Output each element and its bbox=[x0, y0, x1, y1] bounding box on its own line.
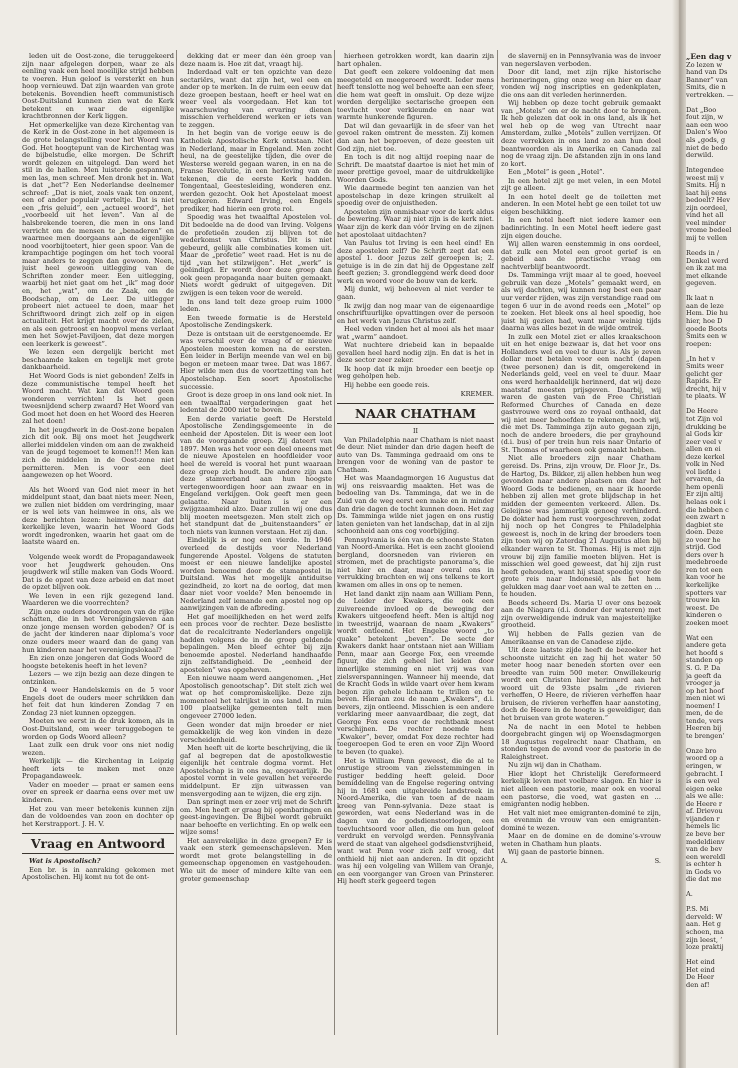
paragraph: Eindelijk is er nog een vierde. In 1946 overleed de destijds voor Nederland fungerende Apostel. Volgens de statuten moest er een nieuwe landelijke apostel worden benoemd door de stamapostel in Duitsland. Was het mogelijk antiduitse gezindheid, zo kort na de oorlog, dat men daar niet voor voelde? Men benoemde in Nederland zelf iemande een apostel nog op aanwijzingen van de afbreding. bbox=[180, 536, 332, 613]
cropped-line: men, de de bbox=[686, 709, 723, 718]
cropped-line: Dat „Boo bbox=[686, 105, 717, 114]
cropped-line: De Heer bbox=[686, 973, 714, 982]
paragraph: Apostelen zijn onmisbaar voor de kerk aldus de bewering. Waar zij niet zijn is de kerk niet. Waar zijn de kerk dan vóór Irving en de zijnen het apostolaat uitdachten? bbox=[337, 207, 494, 239]
column-2 bbox=[180, 53, 332, 1053]
paragraph: Beeds scheerd Ds. Maria U over ons bezoek aan de Niagara (d.i. donder der wateren) met zijn overweldigende indruk van majesteitelijke grootheid. bbox=[501, 598, 661, 630]
paragraph: Wij allen waren eenstemmig in ons oordeel, dat zulk een Motel een groot gerief is en gebeid aan de practische vraag om nachtverblijf beantwoordt. bbox=[501, 240, 661, 271]
cropped-line: ervaren, da bbox=[686, 475, 725, 484]
cropped-line: tende, vers bbox=[686, 716, 724, 725]
cropped-line: Heeren bij bbox=[686, 724, 722, 733]
signature-initial-right: S. bbox=[654, 856, 661, 865]
cropped-line: ze beve ber bbox=[686, 829, 725, 838]
cropped-line: trouwe kn bbox=[686, 596, 720, 605]
paragraph: Zijn onze ouders doordrongen van de rijke schatten, die in het Verenigingsleven aan onze jonge mensen worden geboden? Of is de jacht der kinderen naar diploma’s voor onze ouders meer waard dan de gang van hun kinderen naar het verenigingslokaal? bbox=[22, 607, 174, 654]
cropped-line: Reeds in / bbox=[686, 249, 720, 258]
paragraph: Laat zulk een druk voor ons niet nodig wezen. bbox=[22, 741, 174, 757]
author-signature: KREMER. bbox=[460, 389, 494, 398]
cropped-line: aan de leze bbox=[686, 301, 724, 310]
cropped-line: dagbiet ste bbox=[686, 520, 724, 529]
signature-initial-left: A. bbox=[501, 856, 508, 865]
paragraph: Het opmerkelijke van deze Kirchentag van de Kerk in de Oost-zone in het algemeen is de grote belangstelling voor het Woord van God. Het hoogtepunt van de Kirchentag was de bijbelstudie, elke morgen. De Schrift wordt gelezen en uitgelegd. Dan werd het stil in de hallen. Men luisterde gespannen, men las, men schreef. Men dronk het in. Wat is dat „het”? Een Nederlandse deelnemer schreef: „Dat is niet, zoals vaak ten onzent, een of ander populair verteltje. Dat is niet een „fris geluid”, een „actueel woord”, het „voorbeeld uit het leven”. Van al de halsbrekende toeren, die men in ons land verricht om de mensen te „benaderen” en waarmee men doorgaans aan de eigenlijke nood voorbijtoetert, hier geen spoor. Van de krampachtige pogingen om het toch vooral maar anders te zeggen dan gewoon. Neen, juist heel gewoon uitlegging van de Schriften zonder meer. Een uitlegging, waarbij het niet gaat om het „ik” mag door en, het „wat”, om de Zaak, om de Boodschap, om de Leer. De uitlegger probeert niet actueel te doen, maar het Schriftwoord dringt zich zelf op in eigen actualiteit. Het krijgt macht over de zielen, en als een getroost en hoopvol mens verlaat men het Sowjet-Paviljoen, dat deze morgen een leerkerk is geweest”. bbox=[22, 120, 174, 348]
paragraph: Het land dankt zijn naam aan William Penn, de Leider der Kwakers, die ook een zuivereende invloed op de beweging der Kwakers uitgeoefend heeft. Men is altijd nog in tweestrijd, waaraan de naam „Kwakers” wordt ontleend. Het Engelse woord „to quake” betekent „beven”. De secte der Kwakers dankt haar ontstaan niet aan William Penn, maar aan George Fox, een vreemde figuur, die zich geheel liet leiden door innerlijke stemming en niet vrij was van zielsverspanningen. Wanneer hij meende, dat de Kracht Gods in wilde vaart over hem kwam begon zijn gehele lichaam te trillen en te beven. Hieraan zou de naam „Kwakers”, d.i. bevers, zijn ontleend. Misschien is een andere verklaring meer aanvaardbaar, die zegt, dat George Fox eens voor de rechtbank moest verschijnen. De rechter noemde hem „Kwaker”, bever, omdat Fox deze rechter had toegeroepen God te eren en voor Zijn Woord te beven (to quake). bbox=[337, 589, 494, 757]
paragraph: Wij gaan de pastorie binnen. bbox=[508, 848, 605, 857]
cropped-line: zeer veel v bbox=[686, 437, 722, 446]
cropped-line: zoeken moet bbox=[686, 618, 729, 627]
paragraph: Het zou van meer betekenis kunnen zijn dan de voldoendes van zoon en dochter op het Kerstrapport. J. H. V. bbox=[22, 804, 174, 828]
cropped-line: niet de bedo bbox=[686, 143, 728, 152]
paragraph: De 4 weer Handelskemis en de 5 voor Engels doet de ouders meer schrikken dan het feit dat hun kinderen Zondag 7 en Zondag 23 niet kunnen opzeggen. bbox=[22, 686, 174, 717]
cropped-line: af. Drievou bbox=[686, 807, 723, 816]
cropped-line: het hoofd s bbox=[686, 648, 724, 657]
cropped-line: Dalen’s Woo bbox=[686, 128, 728, 137]
paragraph: de slavernij en in Pennsylvania was de invoer van negerslaven verboden. bbox=[501, 53, 661, 68]
cropped-line: hier, hoe D bbox=[686, 316, 723, 325]
cropped-line: spotters var bbox=[686, 588, 727, 597]
cropped-line: zo voer he bbox=[686, 535, 721, 544]
cropped-line: een zwart n bbox=[686, 513, 726, 522]
paragraph: We leven in een rijk gezegend land. Waarderen we die voorrechten? bbox=[22, 591, 174, 608]
paragraph: leden uit de Oost-zone, die teruggekeerd zijn naar afgelegen dorpen, waar ze als eenling vaak een heel moeilijke strijd hebben te voeren. Hun geloof is versterkt en hun hoop vernieuwd. Dat zijn waarden van grote betekenis. Bovendien heeft communistisch Oost-Duitsland kunnen zien wat de Kerk betekent en waar de eigenlijke krachtbronnen der Kerk liggen. bbox=[22, 53, 174, 121]
cropped-line bbox=[686, 884, 738, 892]
paragraph: dekking dat er meer dan één groep van deze naam is. Hoe zit dat, vraagt hij. bbox=[180, 53, 332, 68]
cropped-line: met elkande bbox=[686, 271, 728, 280]
cropped-line: weest mij v bbox=[686, 173, 724, 182]
cropped-line: tot Zijn vol bbox=[686, 414, 723, 423]
cropped-line: veel minder bbox=[686, 218, 726, 227]
paragraph: Wij hebben de Falls gezien van de Amerikaanse en van de Canadese zijde. bbox=[501, 630, 661, 646]
cropped-line: gegeven. bbox=[686, 279, 717, 288]
cropped-line: Smits. Hij n bbox=[686, 181, 726, 190]
cropped-line: hand van Ds bbox=[686, 68, 728, 77]
paragraph: Hier klopt het Christelijk Gereformeerd kerkelijk leven met voelbare slagen. En hier is niet alleen een pastorie, maar ook en vooral een pastorse, die voed, wat gasten en … emigranten nodig hebben. bbox=[501, 769, 661, 809]
cropped-line: ja geeft da bbox=[686, 671, 722, 680]
paragraph: In het begin van de vorige eeuw is de Katholiek Apostolische Kerk ontstaan. Niet in Nederland, maar in Engeland. Men zocht heul, na de geestelijke tijden, die over de Westerse wereld gegaan waren, in en na de Franse Revolutie, in een herleving van de tekenen, die de eerste Kerk hadden. Tongentaal, Geestesleiding, wonderen enz. werden gezocht. Ook het Apostelaat moest terugkeren. Edward Irving, een Engels prediker, had hierin een grote rol. bbox=[180, 129, 332, 213]
paragraph: Dat geeft een zekere voldoening dat men meegeteld en meegeroerd wordt. Ieder mens heeft tenslotte nog wel behoefte aan een sfeer, die hem wat geeft in omsluit. Op deze wijze worden dergelijke sectarische groepen een toevlucht voor verkleumde en naar wat warmte hunkerende figuren. bbox=[337, 68, 494, 122]
paragraph: Na de nacht in een Motel te hebben doorgebracht gingen wij op Woensdagmorgen 18 Augustus regelrecht naar Chatham, en stonden tegen de avond voor de pastorie in de Raleighstreet. bbox=[501, 722, 661, 761]
column-rule bbox=[176, 50, 177, 1035]
column-5-cropped bbox=[686, 53, 738, 1053]
naar-chatham-heading: NAAR CHATHAM bbox=[337, 403, 494, 424]
cropped-line: vind het all bbox=[686, 211, 724, 220]
cropped-line: kan voor he bbox=[686, 573, 726, 582]
paragraph: Een „Motel” is geen „Hotel”. bbox=[508, 168, 605, 177]
cropped-line: ders over h bbox=[686, 550, 724, 559]
paragraph: Volgende week wordt de Propagandaweek voor het Jeugdwerk gehouden. Ons jeugdwerk wil stille maken van Gods Woord. Dat is de opzet van deze arbeid en dat moet de opzet blijven ook. bbox=[22, 553, 174, 592]
paragraph: Het is William Penn geweest, die de al te onrustige stroom van zielsstemmingen in rustiger bedding heeft geleid. Door bemiddeling van de Engelse regering ontving hij in 1681 een uitgebreide landstreek in Noord-Amerika, die van toen af de naam kreeg van Penn-sylvania. Deze staat is geworden, wat eens Nederland was in de dagen van de godsdienstoorlogen, een toevluchtsoord voor allen, die om hun geloof verdrukt en vervolgd werden. Pennsylvania werd de staat van algeheel godsdienstvrijheid, want wat Penn voor zich zelf vroeg, dat onthield hij niet aan anderen. In dit opzicht was hij een volgeling van Willem van Oranje, en een voorganger van Groen van Prinsterer. Hij heeft sterk gegeerd tegen bbox=[337, 756, 494, 886]
paragraph: Door dit land, met zijn rijke historische herinneringen, ging onze weg en hier en daar vonden wij nog inscripties en gedenkplaten, die ons aan dit verleden herinnerden. bbox=[501, 68, 661, 99]
paragraph: Dan springt men er zeer vrij met de Schrift om. Men heeft er graag bij openbaringen en geest-ingevingen. De Bijbel wordt gebruikt naar behoefte en verlichting. En op welk een wijze soms! bbox=[180, 798, 332, 837]
paragraph: In zulk een Motel ziet er alles kraakschoon uit en het enige bezwaar is, dat het voor ons Hollanders wel en veel te duur is. Als je zeven dollar moet betalen voor een nacht (dapen (twee personen) dan is dit, omgerekend in Nederlands geld, veel en veel te duur. Maar ons werd herhaaldelijk herinnerd, dat wij deze maatstaf moesten prijsgeven. Daarbij, wij waren de gasten van de Free Christian Reformed Churches of Canada en deze gastvrouwe werd ons zo royaal onthaald, dat wij niet meer behoefden te rekenen, noch wij, die met Ds. Tamminga zijn auto gegaan zijn, noch de andere broeders, die per grayhound (d.i. bus) of per trein hun reis naar Ontario of St. Thomas of waarheen ook gemaakt hebben. bbox=[501, 332, 661, 454]
cropped-line: derwild. bbox=[686, 151, 714, 160]
cropped-line: zijn oordeel, bbox=[686, 203, 728, 212]
column-2-paragraphs bbox=[180, 53, 332, 883]
cropped-article-title: „Een dag v bbox=[686, 53, 732, 61]
cropped-line: ren tot een bbox=[686, 565, 723, 574]
column-1 bbox=[22, 53, 174, 1053]
paragraph: Groot is deze groep in ons land ook niet. In een twaalftal vergaderingen gaat het ledental de 2000 niet te boven. bbox=[180, 391, 332, 415]
cropped-line: die hebben c bbox=[686, 505, 729, 514]
cropped-line: is echter h bbox=[686, 860, 722, 869]
question-intro: Een br. is in aanraking gekomen met Apostolischen. Hij komt nu tot de ont- bbox=[22, 865, 174, 882]
cropped-line: Zo lezen w bbox=[686, 60, 723, 69]
vraag-en-antwoord-heading: Vraag en Antwoord bbox=[22, 833, 174, 854]
paragraph: Geen wonder dat mijn broeder er niet gemakkelijk de weg kon vinden in deze verscheidenheid. bbox=[180, 720, 332, 744]
cropped-line: te brengen’ bbox=[686, 731, 725, 740]
paragraph: Inderdaad valt er ten opzichte van deze sectariërs, want dat zijn het, wel een en ander op te merken. In de ruim een eeuw dat deze groepen bestaan, heeft er heel wat en weer veel als voorgedaan. Het kan tot waarschuwing van ervaring dienen misschien verhelderend werken er iets van te zeggen. bbox=[180, 68, 332, 129]
cropped-line: eigen oeke bbox=[686, 784, 723, 793]
column-5-lines bbox=[686, 62, 738, 990]
cropped-line: medeldienv bbox=[686, 837, 725, 846]
paragraph: Ds. Tamminga vrijt maar al te goed, hoeveel gebruik van deze „Motels” gemaakt werd, en als wij dachten, wij kunnen nog best een paar uur verder rijden, was zijn verstandige raad om tegen 6 uur in de avond reeds een „Motel” op te zoeken. Het bleek ons al heel spoedig, hoe juist hij gezien had, want maar weinig tijds daarna was alles bezet in de wijde omtrek. bbox=[501, 271, 661, 333]
paragraph: Nu zijn wij dan in Chatham. bbox=[508, 761, 602, 770]
cropped-line: bedoelt? Hev bbox=[686, 196, 730, 205]
column-4 bbox=[501, 53, 661, 1053]
cropped-line: De Heere bbox=[686, 407, 718, 416]
cropped-line: gebracht. I bbox=[686, 769, 723, 778]
paragraph: Dat wil dan gevaarlijk in de sfeer van het gevoel raken omtrent de messten. Zij komen dan aan het beproeven, of deze geesten uit God zijn, niet toe. bbox=[337, 121, 494, 153]
paragraph: Heel veden vinden het al mooi als het maar wat „warm” aandoet. bbox=[337, 325, 494, 341]
cropped-line: Smits, die n bbox=[686, 83, 726, 92]
cropped-line: medebroede bbox=[686, 558, 728, 567]
cropped-line: doen. Deze bbox=[686, 528, 724, 537]
cropped-line: Onze bro bbox=[686, 746, 717, 755]
cropped-line: te plaats. W bbox=[686, 392, 726, 401]
paragraph: Een tweede formatie is de Hersteld Apostolische Zendingskerk. bbox=[180, 313, 332, 330]
cropped-line: fout zijn, w bbox=[686, 113, 724, 122]
column-3-paragraphs-continued bbox=[337, 437, 494, 886]
cropped-line: S. G. P. Da bbox=[686, 663, 721, 672]
cropped-line: P.S. Mi bbox=[686, 905, 709, 914]
paragraph: Een derde variatie geeft De Hersteld Apostolische Zendingsgemeente in de eenheid der Apostelen. Dit is weer een loot van de voorgaande groep. Zij dateert van 1897. Men was het voor een deel oneens met de nieuwe Apostelen en hoofdleider voor heel de wereld is vooral het punt waaraan deze groep zich houdt. De andere zijn aan deze stamverband aan hun hoogste vertegenwoordigen hoor aan zwaar en in Engeland verkijgen. Ook geeft men geen gelaatte. Naar buiten is er een zwijgzaamheid alzo. Daar zullen wij one dus blij moeten meetsgezen. Men stelt zich op het standpunt dat de „buitenstaanders” er toch niets van kunnen verstaan. Het zij dan. bbox=[180, 414, 332, 536]
paragraph: Een nieuwe naam werd aangenomen. „Het Apostolisch genootschap”. Dit stelt zich wel wat op het compromiskelijke. Deze zijn momenteel het talrijkst in ons land. In ruim 100 plaatselijke gemeenten telt men ongeveer 27000 leden. bbox=[180, 674, 332, 721]
cropped-line: die dat me bbox=[686, 875, 722, 884]
paragraph: Vader en moeder — praat er samen eens over en spreek er daarna eens over met uw kinderen. bbox=[22, 780, 174, 804]
cropped-line: Smits een w bbox=[686, 332, 727, 341]
paragraph: Ik hoop dat ik mijn broeder een beetje op weg geholpen heb. bbox=[337, 364, 494, 381]
cropped-line: is een wel bbox=[686, 777, 720, 786]
paragraph: In een hotel zijt ge met velen, in een Motel zijt ge alleen. bbox=[501, 176, 661, 193]
paragraph: Van Philadelphia naar Chatham is niet naast de deur. Niet minder dan drie dagen heeft de auto van Ds. Tamminga gedraaid om ons te brengen voor de woning van de pastor te Chatham. bbox=[337, 435, 494, 474]
paragraph: Deze is ontstaan uit de eerstgenoemde. Er was verschil over de vraag of er nieuwe Apostelen moesten komen na de eersten. Een leider in Berlijn meende van wel en bij begon er meteen maar twee. Dat was 1867. Hier wilde men dus de voortzetting van het Apostelschap. Een soort Apostolische successie. bbox=[180, 329, 332, 391]
paragraph: Als het Woord van God niet meer in het middelpunt staat, dan baat niets meer. Neen, we zullen niet bidden om verdringing, maar er is wel iets van heimwee in ons, als we deze berichten lezen: heimwee naar dat kerkelijke leven, waarin het Woord Gods wordt ingedronken, waarin het gaat om de laatste waard en. bbox=[22, 485, 174, 547]
cropped-line: deze kerkel bbox=[686, 452, 725, 461]
column-1-paragraphs bbox=[22, 53, 174, 828]
part-numeral: II bbox=[412, 427, 419, 436]
cropped-line: Ik laat n bbox=[686, 294, 714, 303]
cropped-line: volk in Ned bbox=[686, 460, 725, 469]
cropped-line: vertrekken. — bbox=[686, 90, 734, 99]
cropped-line: vijanden r bbox=[686, 814, 720, 823]
cropped-line: al Gods kir bbox=[686, 430, 723, 439]
paragraph: Lezers — we zijn bezig aan deze dingen te ontzinken. bbox=[22, 670, 174, 686]
cropped-line: Er zijn altij bbox=[686, 490, 723, 499]
paragraph: We lezen een dergelijk bericht met beschaamde kaken en tegelijk met grote dankbaarheid. bbox=[22, 348, 174, 372]
cropped-line: den af! bbox=[686, 980, 710, 989]
paragraph: Pennsylvania is één van de schoonste Staten van Noord-Amerika. Het is een zacht glooiend bergland, doorsneden van rivieren en stromen, met de prachtigste panorama’s, die niet hier en daar, maar overal ons in verrukking brachten en wij ons telkens te kort kwamen om alles in ons op te nemen. bbox=[337, 535, 494, 589]
cropped-line: Wat een bbox=[686, 633, 713, 642]
paragraph: Maar en de domine en de domine’s-vrouw weten in Chatham hun plaats. bbox=[501, 832, 661, 848]
paragraph: In een hotel heeft niet iedere kamer een badinrichting. In een Motel heeft iedere gast zijn eigen douche. bbox=[501, 216, 661, 240]
cropped-line: gelicht ger bbox=[686, 369, 723, 378]
paragraph: Mij dunkt, wij behoeven al niet verder te gaan. bbox=[337, 285, 494, 301]
cropped-line: hemels lic bbox=[686, 822, 720, 831]
cropped-line: Hem. Die hu bbox=[686, 309, 728, 318]
paragraph: Hij hebbe een goede reis. bbox=[344, 380, 430, 389]
cropped-line: „In het v bbox=[686, 354, 715, 363]
paragraph: Uit deze laatste zijde heeft de bezoeker het schoonste uitzicht en zag hij het water 50 meter hoog naar beneden storten over een breedte van ruim 500 meter. Onwillekeurig wordt een Christen hier herinnerd aan het woord uit de 93ste psalm „de rivieren verheffen, O Heere, de rivieren verheffen haar bruisen, de rivieren verheffen haar aanstoting, doch de Heere in de hoogte is geweldiger, dan het bruisen van grote wateren.” bbox=[501, 646, 661, 723]
cropped-line: allen en ei bbox=[686, 445, 721, 454]
page-fold bbox=[672, 0, 686, 1068]
cropped-line: en ik zat ma bbox=[686, 264, 727, 273]
cropped-line: drukking be bbox=[686, 422, 727, 431]
paragraph: Het was Maandagmorgen 16 Augustus dat wij ons reisvaardig maakten. Het was de bedoeling van Ds. Tamminga, dat we in de Zuid van de weg eerst een make en in minder dan drie dagen de tocht kunnen doen. Het zag Ds. Tamminga wilde niet jagen en ons rustig laten genieten van het landschap, dat in al zijn schoonheid aan ons cog voorbijging. bbox=[337, 474, 494, 536]
cropped-line: een wereldl bbox=[686, 852, 726, 861]
cropped-line: zijn leest, ‘ bbox=[686, 935, 723, 944]
cropped-line: vol liefde i bbox=[686, 467, 721, 476]
cropped-line: laat hij eens bbox=[686, 188, 727, 197]
cropped-line: Het eind bbox=[686, 965, 715, 974]
cropped-line: hem openli bbox=[686, 482, 724, 491]
cropped-line: noemen! I bbox=[686, 701, 720, 710]
paragraph: Wie daarmede begint ten aanzien van het apostelschap in deze kringen struikelt al spoedig over de onjuistheden. bbox=[337, 184, 494, 208]
paragraph: Ik zwijg dan nog maar van de eigenaardige onschriftuurlijke opvattingen over de persoon en het werk van Jezus Christus zelf. bbox=[337, 301, 494, 325]
cropped-line: mij te vellen bbox=[686, 234, 728, 243]
paragraph: En zien onze jongeren dat Gods Woord de hoogste betekenis heeft in het leven? bbox=[22, 654, 174, 670]
column-rule bbox=[497, 50, 498, 1035]
cropped-line: als „gods, g bbox=[686, 135, 726, 144]
cropped-line: Het eind bbox=[686, 958, 715, 967]
column-4-paragraphs bbox=[501, 53, 661, 857]
cropped-line: van de bev bbox=[686, 845, 723, 854]
cropped-line: aan een woo bbox=[686, 120, 728, 129]
cropped-line: standen op bbox=[686, 656, 723, 665]
cropped-line: kinderen o bbox=[686, 611, 722, 620]
paragraph: Spoedig was het twaalftal Apostelen vol. Dit bedoelde na de dood van Irving. Volgens de profetieën zouden zij blijven tot de wederkomst van Christus. Dit is niet gebeurd, gelijk alle combinaties komen uit. Maar de „profetie” weet raad. Het is nu de tijd „van het stilzwijgen”. Het „werk” is geëindigd. Er wordt door deze groep dan ook geen propaganda naar buiten gemaakt. Niets wordt gedrukt of uitgegeven. Dit zwijgen is een teken voor de wereld. bbox=[180, 213, 332, 297]
paragraph: hierheen getrokken wordt, kan daarin zijn hart ophalen. bbox=[337, 53, 494, 68]
cropped-line: woord op a bbox=[686, 754, 724, 763]
cropped-line: roepen: bbox=[686, 339, 712, 348]
paragraph: Het Woord Gods is niet gebonden! Zelfs in deze communistische tempel heeft het Woord macht. Wat kan dat Woord geen wonderen verrichten! Is het geen tweesnijdend scherp zwaard? Het Woord van God moet het doen en het Woord des Heeren zal het doen! bbox=[22, 371, 174, 426]
cropped-line: derveld: W bbox=[686, 912, 723, 921]
cropped-line: in Gods vo bbox=[686, 867, 722, 876]
cropped-line: eringen, w bbox=[686, 762, 722, 771]
paragraph: Het valt niet mee emigranten-dominé te zijn, en evenmin de vrouw van een emigranten-dominé te wezen. bbox=[501, 808, 661, 832]
paragraph: Het aanvrekelijke in deze groepen? Er is vaak een sterk gemeenschapsleven. Men wordt met grote belangstelling in de gemeenschap opgenomen en vastgehouden. Wie uit de meer of mindere kilte van een groter gemeenschap bbox=[180, 836, 332, 883]
cropped-line: Rapids. Er bbox=[686, 377, 722, 386]
cropped-line: Banner” van bbox=[686, 75, 728, 84]
cropped-line: weest. De bbox=[686, 603, 719, 612]
cropped-line: helaas ook i bbox=[686, 497, 726, 506]
cropped-line: goede Boots bbox=[686, 324, 728, 333]
cropped-line: schoen, ma bbox=[686, 927, 724, 936]
cropped-line: kerkelijke bbox=[686, 581, 720, 589]
paragraph: En toch is dit nog altijd roeping naar de Schrift. De maatstaf daartoe is niet het min of meer prettige gevoel, maar de uitdrukkelijke Woorden Gods. bbox=[337, 153, 494, 184]
cropped-line: de Heere r bbox=[686, 799, 723, 808]
paragraph: In het jeugdwerk in de Oost-zone bepalen zich dit ook. Bij ons moet het Jeugdwerk allerlei middelen vinden om aan de zwakheid van de jeugd tegemoet te komen!!! Men kan zich de middelen in de Oost-zone niet permitteren. Men is voor een deel aangewezen op het Woord. bbox=[22, 425, 174, 480]
cropped-line: vrooger ja bbox=[686, 679, 721, 688]
paragraph: In ons land telt deze groep ruim 1000 leden. bbox=[180, 297, 332, 314]
paragraph: Werkelijk — die Kirchentag in Leipzig heeft iets te maken met onze Propagandaweek. bbox=[22, 757, 174, 781]
column-3-paragraphs bbox=[337, 53, 494, 390]
column-3 bbox=[337, 53, 494, 1053]
paragraph: Niet alle broeders zijn naar Chatham gereisd. Ds. Prins, zijn vrouw, Dr. Floor Jr., Ds. de Hartog, Ds. Bikker, zij allen hebben hun weg gevonden naar andere plaatsen om daar het Woord Gods te bedienen, en naar ik hoorde hebben zij allen met grote blijdschap in het midden der gemeenten verkeerd. Allen. Ds. Geleijnse was jammerlijk genoeg verhinderd. De dokter had hem rust voorgeschreven, zodat hij noch op het Congres te Philadelphia geweest is, noch in de kring der broeders toen zijn toen wij op Zaterdag 21 Augustus allen bij elkander waren te St. Thomas. Hij is met zijn vrouw bij zijn familie moeten blijven. Het is misschien wel goed geweest, dat hij zijn rust heeft gehouden, want hij staat spoedig voor de grote reis naar Indonesië, als het hem gelukken mag daar voet aan wal te zetten en … te houden. bbox=[501, 454, 661, 599]
article-signature bbox=[501, 858, 661, 866]
cropped-line: loze praktij bbox=[686, 943, 724, 952]
cropped-line: andere geta bbox=[686, 641, 727, 650]
cropped-line: op het hoof bbox=[686, 686, 724, 695]
paragraph: Men heeft uit de korte beschrijving, die ik gaf al begrepen dat de apostolkwestie eigenlijk het centrale dogma vormt. Het Apostelschap is in ons na, ongevaarlijk. De apostel vormt in vele gevallen het vereerde middelpunt. Er zijn uitwassen van mensvergoding aan te wijzen, die erg zijn. bbox=[180, 744, 332, 798]
cropped-line: als we alle: bbox=[686, 792, 724, 801]
column-rule bbox=[334, 50, 335, 1035]
paragraph: Wij hebben op deze tocht gebruik gemaakt van „Motels” om er de nacht door te brengen. Ik heb gelezen dat ook in ons land, als ik het wel heb op de weg van Utrecht naar Amsterdam, zulke „Motels” zullen verrijzen. Of deze verrekken in ons land zo aan hun doel beantwoorden als in Amerika en Canada zal nog de vraag zijn. De afstanden zijn in ons land zo kort. bbox=[501, 99, 661, 168]
cropped-line: A. bbox=[686, 890, 693, 899]
cropped-line: vrome bedeel bbox=[686, 226, 732, 235]
paragraph: Het gaf moeilijkheden en het werd zelfs een proces voor de rechter. Deze beslistte dat de recalcitrante Nederlanders ongelijk hadden volgens de in de groep geldende bepalingen. Men bleef echter bij zijn benoemde apostel. Nederland handhaafde zijn zelfstandigheid. De „eenheid der apostelen” was opgeheven. bbox=[180, 612, 332, 674]
paragraph: Wat nuchtere driebeid kan in bepaalde gevallen heel hard nodig zijn. En dat is het in deze sector zeer zeker. bbox=[337, 341, 494, 365]
cropped-line: Smits weer bbox=[686, 362, 724, 371]
cropped-line: Integendee bbox=[686, 166, 724, 175]
cropped-line: men niet wi bbox=[686, 694, 726, 703]
question-subheading: Wat is Apostolisch? bbox=[29, 857, 101, 866]
paragraph: Van Paulus tot Irving is een heel eind! En deze apostelen zelf? De Schrift zegt dat een apostel 1. door Jezus zelf geroepen is; 2. getuige is in de zin dat hij de Opgestane zelf heeft gezien; 3. grondleggend werk deed door werk en woord voor de bouw van de kerk. bbox=[337, 239, 494, 285]
cropped-line: drecht, hij v bbox=[686, 384, 727, 393]
paragraph: In een hotel deelt ge de toiletten met anderen. In een Motel hebt ge een toilet tot uw eigen beschikking. bbox=[501, 192, 661, 216]
cropped-line: aan. Het g bbox=[686, 920, 721, 929]
cropped-line: Denkel werd bbox=[686, 256, 729, 265]
cropped-line: strijd. God bbox=[686, 543, 722, 552]
paragraph: Moeten we eerst in de druk komen, als in Oost-Duitsland, om weer teruggebogen te worden op Gods Woord alleen? bbox=[22, 717, 174, 741]
